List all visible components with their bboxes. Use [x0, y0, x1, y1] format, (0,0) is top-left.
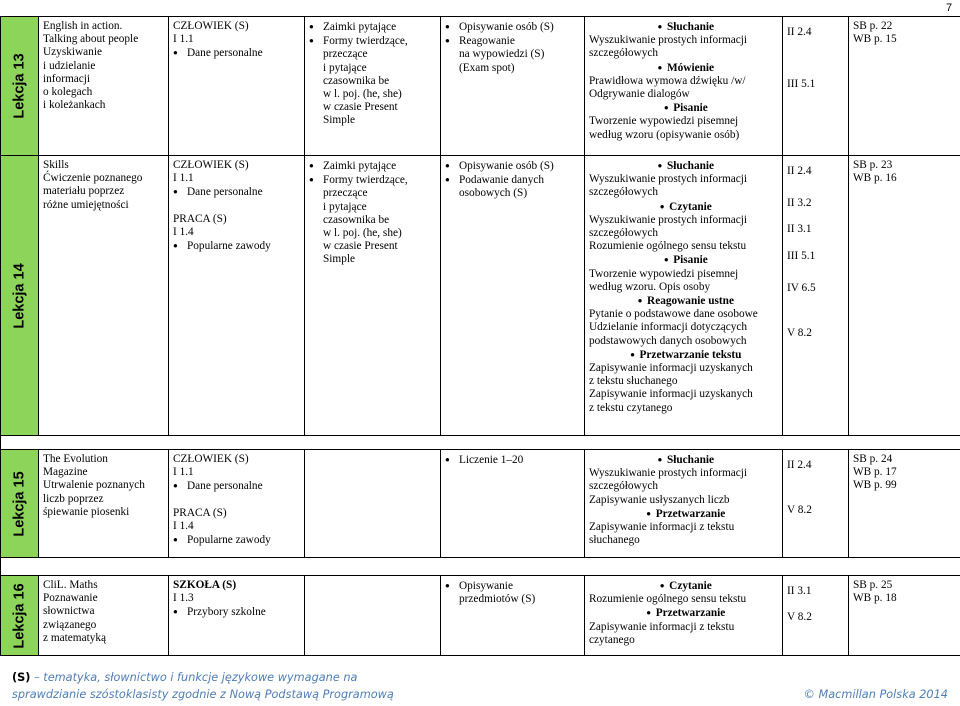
vocab-item: ● Dane personalne: [173, 479, 300, 493]
lesson-14-grammar: [305, 156, 441, 436]
lesson-16-book-references: [849, 576, 960, 656]
vocab-heading: CZŁOWIEK (S): [173, 453, 249, 465]
lesson-16-label: Lekcja 16: [10, 582, 27, 649]
grammar-line: czasownika be: [323, 213, 390, 226]
skill-line: Zapisywanie usłyszanych liczb: [589, 493, 730, 506]
page-footer: [12, 669, 948, 703]
vocab-heading: SZKOŁA (S): [173, 579, 237, 591]
grammar-line: przeczące: [323, 48, 368, 61]
function-line: przedmiotów (S): [459, 593, 536, 606]
book-reference: WB p. 99: [853, 479, 897, 492]
skill-line: szczegółowych: [589, 186, 659, 199]
lesson-16-skills: [585, 576, 783, 656]
lesson-13-label: Lekcja 13: [10, 53, 27, 119]
lesson-14-skills: [585, 156, 783, 436]
book-reference: SB p. 22: [853, 20, 893, 32]
lesson-13-book-references: [849, 17, 960, 156]
curriculum-code: IV 6.5: [787, 281, 816, 294]
vocab-code: I 1.3: [173, 592, 194, 605]
topic-line: English in action.: [43, 20, 123, 32]
skill-heading: ● Słuchanie: [589, 453, 778, 467]
vocab-code: I 1.1: [173, 466, 194, 479]
skill-line: Wyszukiwanie prostych informacji: [589, 34, 748, 47]
lesson-14-label: Lekcja 14: [10, 262, 27, 329]
skill-line: Wyszukiwanie prostych informacji: [589, 173, 748, 186]
function-line: osobowych (S): [459, 187, 528, 200]
skill-line: Rozumienie ogólnego sensu tekstu: [589, 240, 747, 253]
lesson-15-label-cell: [1, 450, 39, 558]
skill-line: z tekstu słuchanego: [589, 375, 678, 388]
page-number: 7: [946, 2, 953, 14]
skill-line: czytanego: [589, 633, 635, 646]
spacer-row: [1, 436, 960, 450]
lesson-15-row: [1, 450, 960, 558]
curriculum-code: III 5.1: [787, 249, 816, 262]
lesson-13-label-cell: [1, 17, 39, 156]
topic-line: Skills: [43, 159, 69, 171]
skill-heading: ● Czytanie: [589, 200, 778, 214]
vocab-code: I 1.1: [173, 33, 194, 46]
vocab-code: I 1.4: [173, 519, 194, 532]
vocab-item: ● Dane personalne: [173, 46, 300, 60]
skill-heading: ● Reagowanie ustne: [589, 294, 778, 308]
topic-line: i udzielanie: [43, 59, 96, 72]
skill-line: Prawidłowa wymowa dźwięku /w/: [589, 74, 746, 87]
skill-line: Tworzenie wypowiedzi pisemnej: [589, 115, 739, 128]
curriculum-code: V 8.2: [787, 504, 812, 517]
lesson-16-functions: [441, 576, 585, 656]
grammar-line: w l. poj. (he, she): [323, 88, 402, 101]
topic-line: z matematyką: [43, 631, 107, 644]
function-line: na wypowiedzi (S): [459, 48, 545, 61]
book-reference: SB p. 23: [853, 159, 893, 171]
lesson-15-topic: [39, 450, 169, 558]
skill-heading: ● Przetwarzanie: [589, 606, 778, 620]
lesson-14-functions: [441, 156, 585, 436]
footer-mark: (S): [12, 671, 31, 684]
skill-line: według wzoru (opisywanie osób): [589, 128, 740, 141]
topic-line: The Evolution: [43, 453, 108, 465]
grammar-line: Simple: [323, 114, 356, 127]
skill-line: Udzielanie informacji dotyczących: [589, 321, 748, 334]
skill-line: Zapisywanie informacji z tekstu: [589, 521, 735, 534]
lesson-15-functions: [441, 450, 585, 558]
grammar-line: przeczące: [323, 187, 368, 200]
skill-line: Odgrywanie dialogów: [589, 88, 690, 101]
topic-line: o kolegach: [43, 86, 93, 99]
vocab-item: ● Popularne zawody: [173, 239, 300, 253]
curriculum-code: III 5.1: [787, 78, 816, 91]
curriculum-code: II 2.4: [787, 165, 812, 177]
topic-line: różne umiejętności: [43, 198, 129, 211]
curriculum-code: II 3.1: [787, 223, 812, 236]
grammar-item: ● Formy twierdzące,: [309, 173, 436, 187]
lesson-13-functions: [441, 17, 585, 156]
footer-legend: [12, 669, 948, 686]
function-item: ● Podawanie danych: [445, 173, 580, 187]
lesson-16-row: [1, 576, 960, 656]
grammar-line: w l. poj. (he, she): [323, 227, 402, 240]
lesson-15-label: Lekcja 15: [10, 470, 27, 537]
grammar-line: czasownika be: [323, 74, 390, 87]
skill-heading: ● Pisanie: [589, 101, 778, 115]
vocab-heading: PRACA (S): [173, 212, 227, 225]
topic-line: słownictwa: [43, 605, 95, 618]
copyright: © Macmillan Polska 2014: [803, 688, 948, 701]
skill-line: słuchanego: [589, 534, 640, 547]
topic-line: liczb poprzez: [43, 492, 104, 505]
book-reference: WB p. 15: [853, 33, 897, 46]
vocab-code: I 1.1: [173, 172, 194, 185]
lesson-13-row: [1, 17, 960, 156]
skill-line: Zapisywanie informacji uzyskanych: [589, 388, 753, 401]
lesson-13-skills: [585, 17, 783, 156]
topic-line: śpiewanie piosenki: [43, 505, 130, 518]
vocab-item: ● Popularne zawody: [173, 533, 300, 547]
skill-line: Rozumienie ogólnego sensu tekstu: [589, 593, 747, 606]
topic-line: informacji: [43, 72, 91, 85]
footer-line-1: – tematyka, słownictwo i funkcje językowe wymagane na: [30, 671, 358, 684]
skill-line: Zapisywanie informacji uzyskanych: [589, 362, 753, 375]
spacer-row: [1, 558, 960, 576]
lesson-16-curriculum-codes: [783, 576, 849, 656]
lesson-16-vocabulary: [169, 576, 305, 656]
curriculum-code: II 2.4: [787, 26, 812, 38]
lesson-15-skills: [585, 450, 783, 558]
curriculum-code: V 8.2: [787, 327, 812, 340]
book-reference: WB p. 17: [853, 466, 897, 479]
skill-line: Wyszukiwanie prostych informacji: [589, 467, 748, 480]
grammar-line: i pytające: [323, 200, 367, 213]
skill-line: szczegółowych: [589, 47, 659, 60]
curriculum-code: II 3.1: [787, 585, 812, 597]
lesson-15-curriculum-codes: [783, 450, 849, 558]
grammar-item: ● Zaimki pytające: [309, 159, 436, 173]
skill-line: Pytanie o podstawowe dane osobowe: [589, 308, 758, 321]
function-line: (Exam spot): [459, 61, 515, 74]
vocab-code: I 1.4: [173, 225, 194, 238]
footer-line-2: sprawdzianie szóstoklasisty zgodnie z Nową Podstawą Programową: [12, 688, 394, 701]
vocab-heading: PRACA (S): [173, 506, 227, 519]
lesson-15-book-references: [849, 450, 960, 558]
topic-line: Poznawanie: [43, 592, 98, 605]
curriculum-code: V 8.2: [787, 611, 812, 624]
skill-heading: ● Słuchanie: [589, 20, 778, 34]
topic-line: związanego: [43, 618, 97, 631]
function-item: ● Opisywanie: [445, 579, 580, 593]
skill-line: Tworzenie wypowiedzi pisemnej: [589, 267, 739, 280]
curriculum-code: II 3.2: [787, 197, 812, 210]
book-reference: WB p. 18: [853, 592, 897, 605]
function-item: ● Liczenie 1–20: [445, 453, 580, 467]
function-item: ● Opisywanie osób (S): [445, 20, 580, 34]
lesson-13-grammar: [305, 17, 441, 156]
skill-line: według wzoru. Opis osoby: [589, 280, 711, 293]
lesson-14-curriculum-codes: [783, 156, 849, 436]
skill-heading: ● Przetwarzanie: [589, 507, 778, 521]
topic-line: materiału poprzez: [43, 185, 125, 198]
skill-line: Wyszukiwanie prostych informacji: [589, 213, 748, 226]
function-item: ● Opisywanie osób (S): [445, 159, 580, 173]
grammar-line: w czasie Present: [323, 240, 398, 253]
grammar-line: i pytające: [323, 61, 367, 74]
topic-line: Ćwiczenie poznanego: [43, 172, 143, 185]
grammar-line: Simple: [323, 253, 356, 266]
skill-line: szczegółowych: [589, 227, 659, 240]
lesson-16-topic: [39, 576, 169, 656]
lesson-14-book-references: [849, 156, 960, 436]
topic-line: Uzyskiwanie: [43, 46, 102, 59]
vocab-item: ● Dane personalne: [173, 185, 300, 199]
lesson-14-topic: [39, 156, 169, 436]
book-reference: WB p. 16: [853, 172, 897, 185]
lesson-14-vocabulary: [169, 156, 305, 436]
topic-line: CliL. Maths: [43, 579, 98, 591]
curriculum-code: II 2.4: [787, 459, 812, 471]
skill-heading: ● Pisanie: [589, 253, 778, 267]
skill-line: podstawowych danych osobowych: [589, 334, 747, 347]
skill-heading: ● Czytanie: [589, 579, 778, 593]
topic-line: i koleżankach: [43, 99, 106, 112]
lesson-13-topic: [39, 17, 169, 156]
lesson-16-grammar: [305, 576, 441, 656]
skill-line: Zapisywanie informacji z tekstu: [589, 620, 735, 633]
lesson-13-vocabulary: [169, 17, 305, 156]
vocab-heading: CZŁOWIEK (S): [173, 159, 249, 171]
function-item: ● Reagowanie: [445, 34, 580, 48]
grammar-line: w czasie Present: [323, 101, 398, 114]
vocab-item: ● Przybory szkolne: [173, 605, 300, 619]
lesson-14-label-cell: [1, 156, 39, 436]
lesson-13-curriculum-codes: [783, 17, 849, 156]
book-reference: SB p. 24: [853, 453, 893, 465]
skill-line: szczegółowych: [589, 480, 659, 493]
skill-line: z tekstu czytanego: [589, 401, 673, 414]
topic-line: Magazine: [43, 466, 88, 479]
topic-line: Talking about people: [43, 33, 139, 46]
lesson-plan-table: [0, 16, 960, 656]
skill-heading: ● Słuchanie: [589, 159, 778, 173]
skill-heading: ● Mówienie: [589, 61, 778, 75]
grammar-item: ● Formy twierdzące,: [309, 34, 436, 48]
lesson-15-vocabulary: [169, 450, 305, 558]
lesson-15-grammar: [305, 450, 441, 558]
lesson-16-label-cell: [1, 576, 39, 656]
grammar-item: ● Zaimki pytające: [309, 20, 436, 34]
book-reference: SB p. 25: [853, 579, 893, 591]
vocab-heading: CZŁOWIEK (S): [173, 20, 249, 32]
lesson-14-row: [1, 156, 960, 436]
skill-heading: ● Przetwarzanie tekstu: [589, 348, 778, 362]
topic-line: Utrwalenie poznanych: [43, 479, 145, 492]
